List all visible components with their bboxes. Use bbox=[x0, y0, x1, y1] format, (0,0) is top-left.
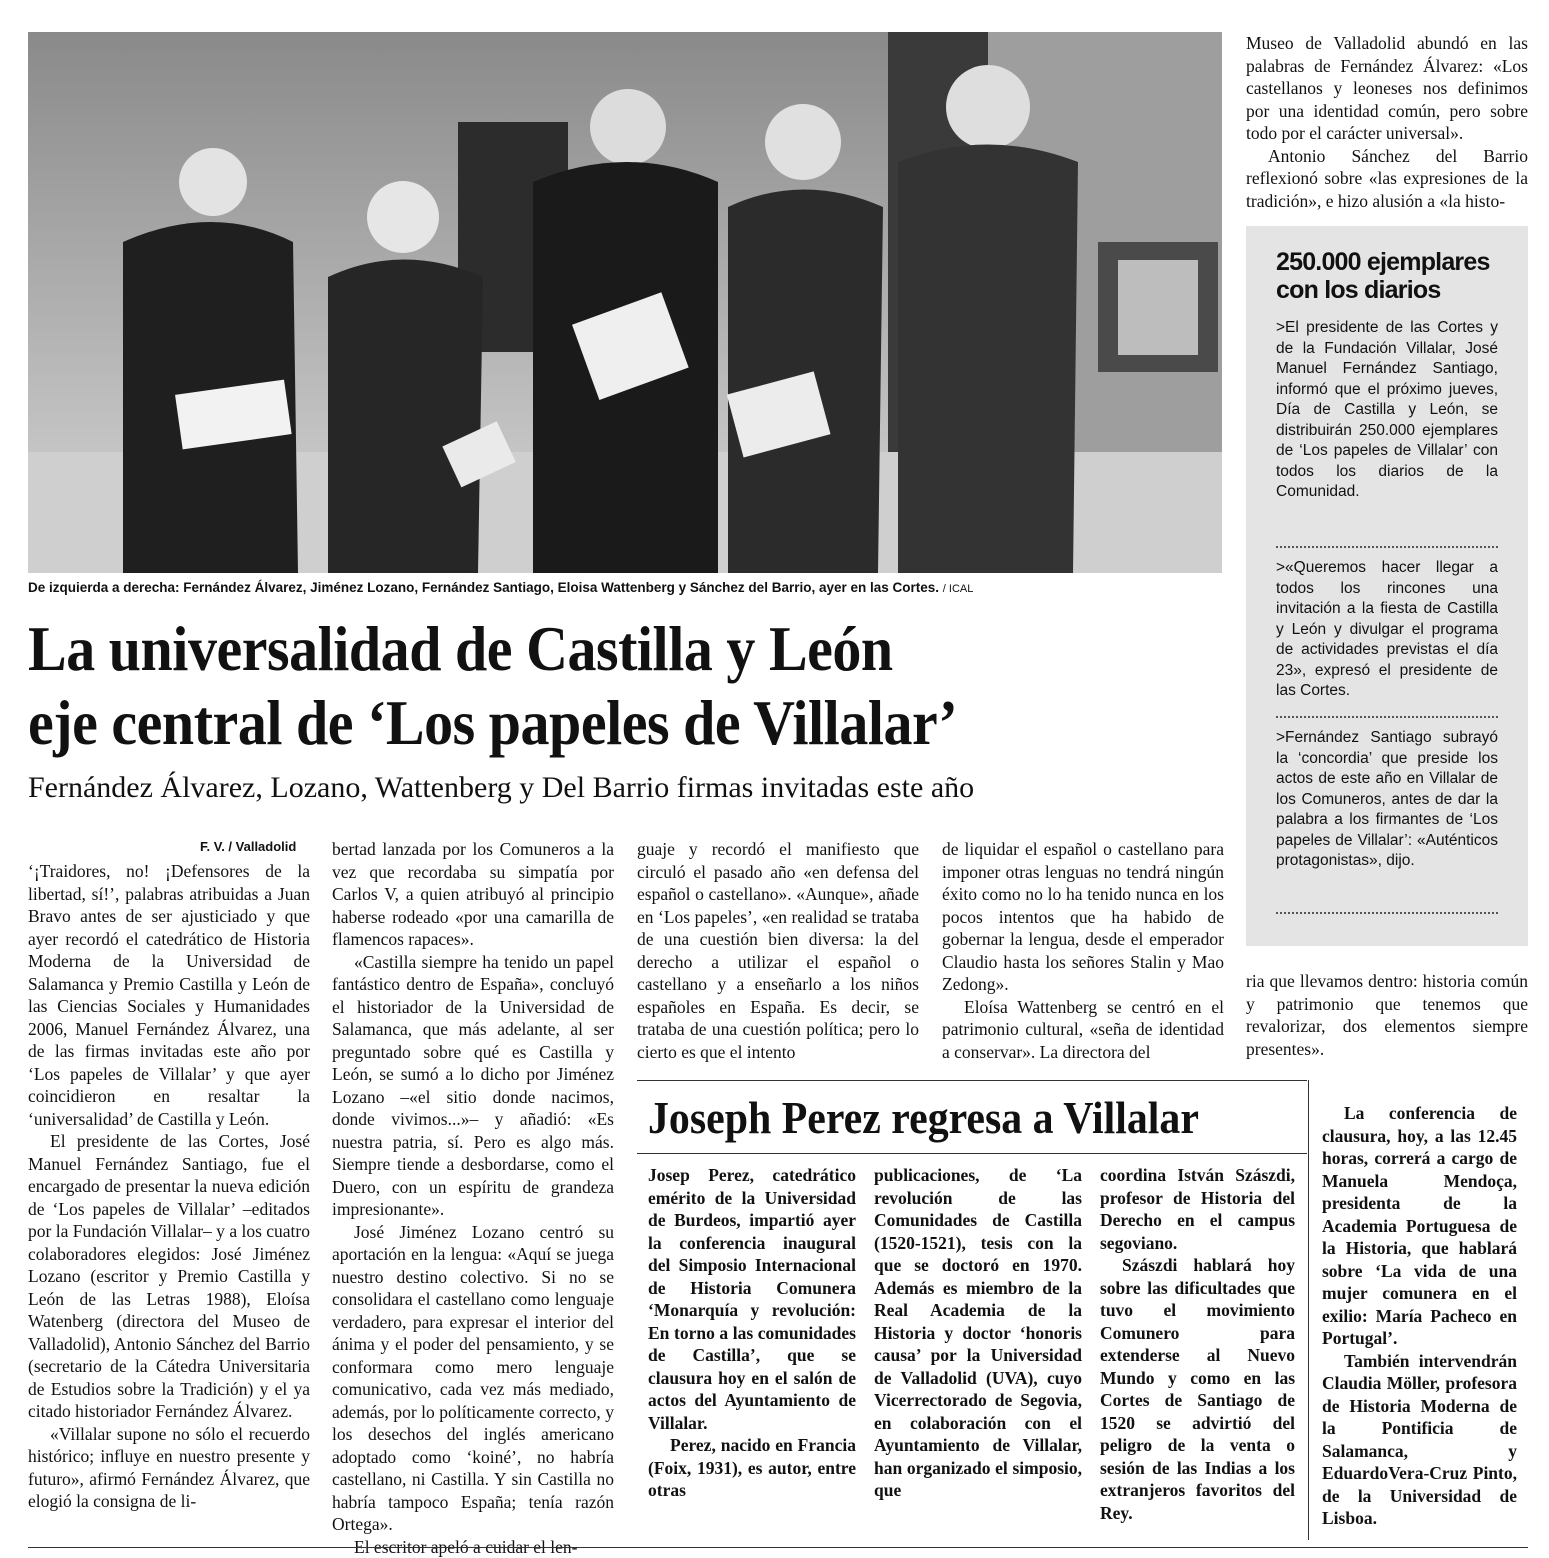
box-headline: Joseph Perez regresa a Villalar bbox=[648, 1093, 1199, 1143]
paragraph: coordina István Szászdi, profesor de Historia del Derecho en el campus segoviano. bbox=[1100, 1164, 1295, 1254]
paragraph: «Villalar supone no sólo el recuerdo histórico; influye en nuestro presente y futuro», afirmó Fernández Álvarez, que elogió la consigna de li- bbox=[28, 1423, 310, 1513]
box-top-rule bbox=[637, 1080, 1307, 1081]
photo-credit: / ICAL bbox=[943, 583, 974, 595]
paragraph: Eloísa Wattenberg se centró en el patrimonio cultural, «seña de identidad a conservar». La directora del bbox=[942, 996, 1224, 1064]
sidebar-title bbox=[1276, 248, 1490, 304]
article-column-2 bbox=[332, 838, 614, 1558]
article-column-4 bbox=[942, 838, 1224, 1063]
headline-line-2: eje central de ‘Los papeles de Villalar’ bbox=[28, 686, 1146, 760]
caption-text: De izquierda a derecha: Fernández Álvarez, Jiménez Lozano, Fernández Santiago, Eloisa Wattenberg y Sánchez del Barrio, ayer en las Cortes. bbox=[28, 580, 939, 595]
news-photo bbox=[28, 32, 1222, 573]
sidebar-item: >Fernández Santiago subrayó la ‘concordia’ que preside los actos de este año en Villalar de los Comuneros, antes de dar la palabra a los firmantes de ‘Los papeles de Villalar’: «Auténticos protagonistas», dijo. bbox=[1276, 728, 1498, 872]
article-column-3 bbox=[637, 838, 919, 1063]
article-column-1 bbox=[28, 860, 310, 1513]
paragraph: El escritor apeló a cuidar el len- bbox=[332, 1536, 614, 1558]
paragraph: Museo de Valladolid abundó en las palabras de Fernández Álvarez: «Los castellanos y leoneses nos definimos por una identidad común, pero sobre todo por el carácter universal». bbox=[1246, 32, 1528, 145]
paragraph: La conferencia de clausura, hoy, a las 12.45 horas, correrá a cargo de Manuela Mendoça, presidenta de la Academia Portuguesa de la Historia, que hablará sobre ‘La vida de una mujer comunera en el exilio: María Pacheco en Portugal’. bbox=[1322, 1102, 1517, 1350]
paragraph: Josep Perez, catedrático emérito de la Universidad de Burdeos, impartió ayer la conferencia inaugural del Simposio Internacional de Historia Comunera ‘Monarquía y revolución: En torno a las comunidades de Castilla’, que se clausura hoy en el salón de actos del Ayuntamiento de Villalar. bbox=[648, 1164, 856, 1434]
box-column-4 bbox=[1322, 1102, 1517, 1530]
page-bottom-rule bbox=[28, 1547, 1528, 1548]
paragraph: «Castilla siempre ha tenido un papel fantástico dentro de España», concluyó el historiador de la Universidad de Salamanca, que más adelante, al ser preguntado sobre qué es Castilla y León, se sumó a lo dicho por Jiménez Lozano –«el sitio donde nacimos, donde vivimos...»– y añadió: «Es nuestra patria, sí. Pero es algo más. Siempre tiende a desbordarse, como el Duero, con un espíritu de grandeza impresionante». bbox=[332, 951, 614, 1221]
box-column-1 bbox=[648, 1164, 856, 1502]
sidebar-title-line-2: con los diarios bbox=[1276, 276, 1490, 304]
paragraph: ria que llevamos dentro: historia común y patrimonio que tenemos que revalorizar, dos elementos siempre presentes». bbox=[1246, 970, 1528, 1060]
paragraph: de liquidar el español o castellano para imponer otras lenguas no tendrá ningún éxito como no lo ha tenido nunca en los pocos intentos que ha habido de gobernar la lengua, desde el emperador Claudio hasta los señores Stalin y Mao Zedong». bbox=[942, 838, 1224, 996]
box-column-3 bbox=[1100, 1164, 1295, 1524]
sidebar-item: >«Queremos hacer llegar a todos los rincones una invitación a la fiesta de Castilla y León y divulgar el programa de actividades previstas el día 23», expresó el presidente de las Cortes. bbox=[1276, 558, 1498, 702]
byline: F. V. / Valladolid bbox=[200, 839, 296, 854]
box-column-2 bbox=[874, 1164, 1082, 1502]
paragraph: ‘¡Traidores, no! ¡Defensores de la libertad, sí!’, palabras atribuidas a Juan Bravo antes de ser ajusticiado y que ayer recordó el catedrático de Historia Moderna de la Universidad de Salamanca y Premio Castilla y León de las Ciencias Sociales y Humanidades 2006, Manuel Fernández Álvarez, una de las firmas invitadas este año por ‘Los papeles de Villalar’ y que ayer coincidieron en resaltar la ‘universalidad’ de Castilla y León. bbox=[28, 860, 310, 1130]
article-column-5-top bbox=[1246, 32, 1528, 212]
sidebar-divider bbox=[1276, 716, 1498, 718]
sidebar-item: >El presidente de las Cortes y de la Fundación Villalar, José Manuel Fernández Santiago, informó que el próximo jueves, Día de Castilla y León, se distribuirán 250.000 ejemplares de ‘Los papeles de Villalar’ con todos los diarios de la Comunidad. bbox=[1276, 318, 1498, 503]
main-headline bbox=[28, 612, 1146, 760]
sidebar-divider bbox=[1276, 912, 1498, 914]
photo-illustration bbox=[28, 32, 1222, 573]
paragraph: guaje y recordó el manifiesto que circuló el pasado año «en defensa del español o castellano». «Aunque», añade en ‘Los papeles’, «en realidad se trataba de una cuestión bien diversa: la del derecho a utilizar el español o castellano y a enseñarlo a los niños españoles en España. Es decir, se trataba de una cuestión política; pero lo cierto es que el intento bbox=[637, 838, 919, 1063]
headline-line-1: La universalidad de Castilla y León bbox=[28, 612, 1146, 686]
sidebar-divider bbox=[1276, 546, 1498, 548]
article-column-5-bottom bbox=[1246, 970, 1528, 1060]
box-headline-rule bbox=[637, 1153, 1307, 1154]
paragraph: publicaciones, de ‘La revolución de las Comunidades de Castilla (1520-1521), tesis con la que se doctoró en 1970. Además es miembro de la Real Academia de la Historia y doctor ‘honoris causa’ por la Universidad de Valladolid (UVA), cuyo Vicerrectorado de Segovia, en colaboración con el Ayuntamiento de Villalar, han organizado el simposio, que bbox=[874, 1164, 1082, 1502]
box-right-rule bbox=[1308, 1080, 1309, 1540]
paragraph: Perez, nacido en Francia (Foix, 1931), es autor, entre otras bbox=[648, 1434, 856, 1502]
sidebar-title-line-1: 250.000 ejemplares bbox=[1276, 248, 1490, 276]
paragraph: Szászdi hablará hoy sobre las dificultades que tuvo el movimiento Comunero para extenderse al Nuevo Mundo y como en las Cortes de Santiago de 1520 se advirtió del peligro de la venta o sesión de las Indias a los extranjeros favoritos del Rey. bbox=[1100, 1254, 1295, 1524]
subheadline: Fernández Álvarez, Lozano, Wattenberg y Del Barrio firmas invitadas este año bbox=[28, 770, 974, 806]
paragraph: Antonio Sánchez del Barrio reflexionó sobre «las expresiones de la tradición», e hizo alusión a «la histo- bbox=[1246, 145, 1528, 213]
paragraph: El presidente de las Cortes, José Manuel Fernández Santiago, fue el encargado de presentar la nueva edición de ‘Los papeles de Villalar’ –editados por la Fundación Villalar– y a los cuatro colaboradores elegidos: José Jiménez Lozano (escritor y Premio Castilla y León de las Letras 1988), Eloísa Watenberg (directora del Museo de Valladolid), Antonio Sánchez del Barrio (secretario de la Cátedra Universitaria de Estudios sobre la Tradición) y el ya citado historiador Fernández Álvarez. bbox=[28, 1130, 310, 1423]
paragraph: bertad lanzada por los Comuneros a la vez que recordaba su simpatía por Carlos V, a quien atribuyó al principio haberse rodeado «por una camarilla de flamencos rapaces». bbox=[332, 838, 614, 951]
paragraph: José Jiménez Lozano centró su aportación en la lengua: «Aquí se juega nuestro destino colectivo. Si no se consolidara el castellano como lenguaje verdadero, para expresar el interior del ánima y el poder del pensamiento, y se conformara como mero lenguaje comunicativo, cada vez más mediado, además, por lo políticamente correcto, y los desechos del inglés americano adoptado como ‘koiné’, no habría castellano, ni Castilla. Y sin Castilla no habría tampoco España; tenía razón Ortega». bbox=[332, 1221, 614, 1536]
photo-caption bbox=[28, 580, 1222, 595]
paragraph: También intervendrán Claudia Möller, profesora de Historia Moderna de la Pontificia de Salamanca, y EduardoVera-Cruz Pinto, de la Universidad de Lisboa. bbox=[1322, 1350, 1517, 1530]
